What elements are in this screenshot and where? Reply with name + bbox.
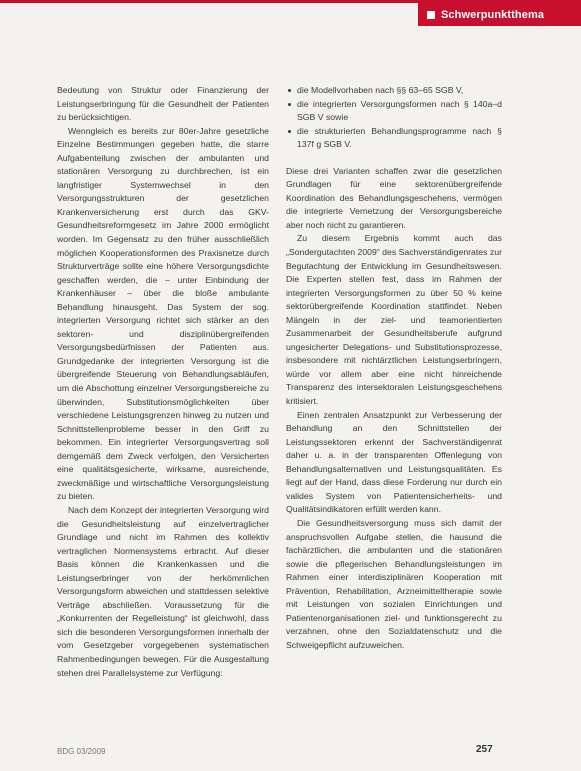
right-paragraph-3: Einen zentralen Ansatzpunkt zur Verbesserung der Behandlung an den Schnittstellen der Leistungssektoren erkennt der Sachverständigenrat daher u. a. in der transparenten Offenlegung von Behandlungsalternativen und Leistungsqualitäten. Es liegt auf der Hand, dass diese Forderung nur durch ein valides System von Patientensicherheits- und Qualitätsindikatoren erfüllt werden kann. (286, 409, 502, 515)
bullet-list (286, 84, 502, 152)
bullet-item-2: die integrierten Versorgungsformen nach § 140a–d SGB V sowie (286, 98, 502, 125)
right-paragraph-2: Zu diesem Ergebnis kommt auch das „Sondergutachten 2009“ des Sachverständigenrates zur Begutachtung der Entwicklung im Gesundheitswesen. Die Experten stellen fest, dass im Rahmen der integrierten Versorgungsformen zu über 50 % keine sektorübergreifende Koordination stattfindet. Neben Mängeln in der ziel- und teamorientierten Zusammenarbeit der Gesundheitsberufe aufgrund ungesicherter Delegations- und Substitutionsprozesse, insbesondere mit nichtärztlichen Leistungserbringern, würde vor allem aber eine nicht hinreichende Transparenz des intersektoralen Leistungsgeschehens kritisiert. (286, 233, 502, 407)
section-label: Schwerpunktthema (441, 8, 545, 21)
bullet-item-1: die Modellvorhaben nach §§ 63–65 SGB V, (286, 84, 502, 98)
section-tab (418, 3, 581, 26)
bullet-item-3: die strukturierten Behandlungsprogramme nach § 137f g SGB V. (286, 125, 502, 152)
square-bullet-icon (427, 11, 435, 19)
right-paragraph-1: Diese drei Varianten schaffen zwar die gesetzlichen Grundlagen für eine sektorenübergreifende Koordination des Behandlungsgeschehens, vermögen die integrierte Vernetzung der Versorgungsbereiche aber noch nicht zu garantieren. (286, 165, 502, 230)
left-column (57, 84, 269, 680)
left-paragraph-3: Nach dem Konzept der integrierten Versorgung wird die Gesundheitsleistung auf einzelvertraglicher Grundlage und nicht im Rahmen des kollektiv vertraglichen Normensystems erbracht. Auf dieser Basis können die Krankenkassen und die Leistungserbringer von der herkömmlichen Versorgungsform abweichen und stattdessen selektive Verträge abschließen. Voraussetzung für die „Konkurrenten der Regelleistung“ ist gleichwohl, dass sich die besonderen Versorgungsformen innerhalb der vom Gesetzgeber vorgegebenen systematischen Rahmenbedingungen bewegen. Für die Ausgestaltung stehen drei Parallelsysteme zur Verfügung: (57, 504, 269, 678)
right-paragraph-4: Die Gesundheitsversorgung muss sich damit der anspruchsvollen Aufgabe stellen, die hausund die fachärztlichen, die ambulanten und die stationären sowie die pflegerischen Behandlungsleistungen im Rahmen einer interdisziplinären Kooperation mit Prävention, Rehabilitation, Arzneimitteltherapie sowie mit Leistungen von sozialen Einrichtungen und Patientenorganisationen ziel- und funktionsgerecht zu verzahnen, ohne den Sozialdatenschutz und die Schweigepflicht aufzuweichen. (286, 517, 502, 650)
page-number: 257 (476, 744, 493, 755)
right-column (286, 84, 502, 652)
footer-issue: BDG 03/2009 (57, 747, 106, 756)
left-paragraph-2: Wenngleich es bereits zur 80er-Jahre gesetzliche Einzelne Bestimmungen gegeben hatte, die starre Aufgabenteilung zwischen der ambulanten und stationären Versorgung zu durchbrechen, ist ein langfristiger Systemwechsel in den Versorgungsstrukturen der gesetzlichen Krankenversicherung erst durch das GKV-Gesundheitsreformgesetz im Jahre 2000 ermöglicht worden. Im Gegensatz zu den früher ausschließlich möglichen Kooperationsformen des Praxisnetze durch Strukturverträge sollte eine höhere Versorgungsdichte geschaffen werden, die – unter Einbindung der Krankenhäuser – über die bloße ambulante Behandlung hinausgeht. Das System der sog. integrierten Versorgung richtet sich stärker an den sektoren- und disziplinübergreifenden Versorgungsbedürfnissen der Patienten aus. Grundgedanke der integrierten Versorgung ist die übergreifende Steuerung von Behandlungsabläufen, um die Abschottung einzelner Versorgungsbereiche zu überwinden, Substitutionsmöglichkeiten über verschiedene Leistungsgrenzen hinweg zu nutzen und Schnittstellenprobleme besser in den Griff zu bekommen. Ein integrierter Versorgungsvertrag soll demgemäß dem Zweck verfolgen, den Versicherten eine qualitätsgesicherte, wirksame, ausreichende, zweckmäßige und wirtschaftliche Versorgungsleistung zu bieten. (57, 125, 269, 502)
left-paragraph-1: Bedeutung von Struktur oder Finanzierung der Leistungserbringung für die Gesundheit der Patienten zu berücksichtigen. (57, 85, 269, 123)
